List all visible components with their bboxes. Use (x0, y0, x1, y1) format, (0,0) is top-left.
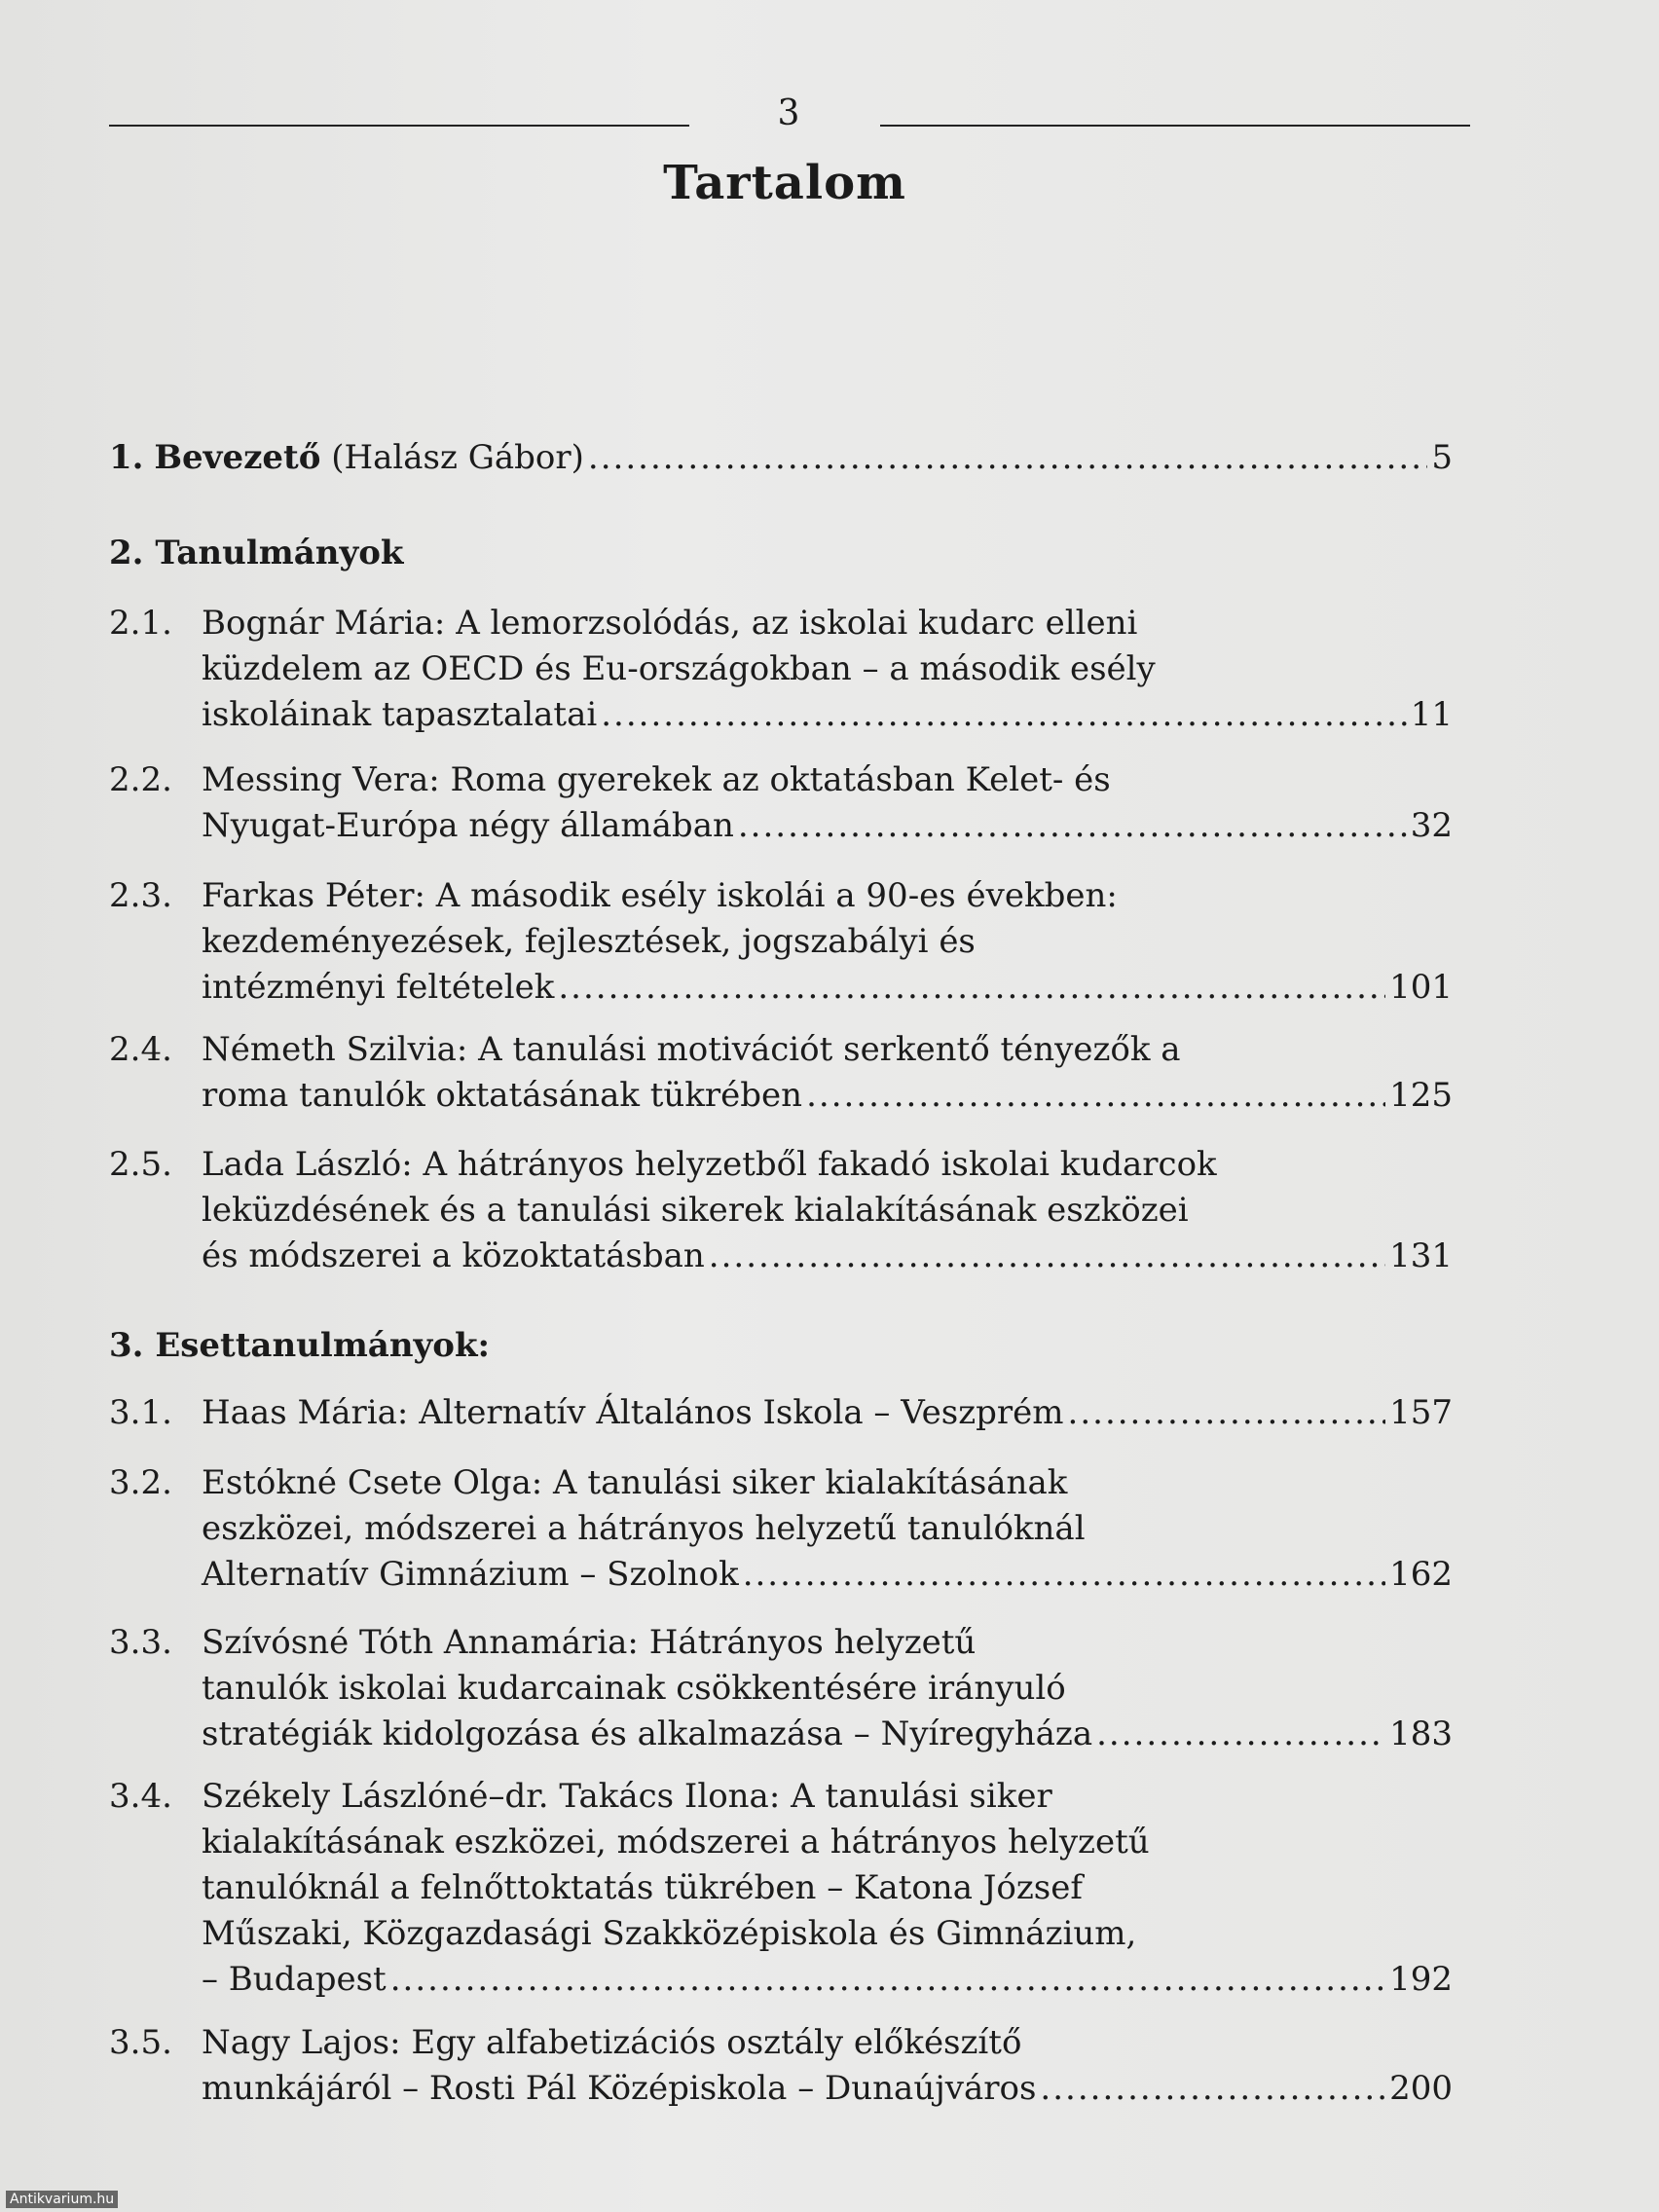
entry-line: Németh Szilvia: A tanulási motivációt serkentő tényezők a (202, 1030, 1181, 1069)
section-heading-tanulmanyok: 2. Tanulmányok (109, 534, 404, 572)
entry-line: – Budapest (202, 1960, 387, 1999)
entry-last-line (202, 1390, 1453, 1436)
toc-entry[interactable] (109, 1774, 1453, 2003)
toc-entry[interactable] (109, 601, 1453, 738)
entry-line: munkájáról – Rosti Pál Középiskola – Dunaújváros (202, 2069, 1037, 2108)
entry-body (202, 1460, 1453, 1598)
entry-last-line (202, 1712, 1453, 1757)
page-number: 3 (777, 93, 800, 133)
leader-dots (601, 692, 1407, 738)
entry-body (202, 1142, 1453, 1279)
entry-number: 2.3. (109, 876, 172, 915)
leader-dots (738, 803, 1407, 849)
leader-dots (806, 1073, 1385, 1119)
leader-dots (1096, 1712, 1385, 1757)
entry-number: 3.5. (109, 2023, 172, 2062)
header-rule-left (109, 125, 689, 127)
entry-page-number: 192 (1389, 1960, 1453, 1999)
entry-line: tanulóknál a felnőttoktatás tükrében – Katona József (202, 1868, 1083, 1907)
entry-line: eszközei, módszerei a hátrányos helyzetű tanulóknál (202, 1509, 1086, 1548)
toc-entry[interactable] (109, 1027, 1453, 1119)
entry-line: és módszerei a közoktatásban (202, 1236, 705, 1275)
entry-page-number: 157 (1389, 1393, 1453, 1432)
toc-entry-intro[interactable] (109, 438, 1453, 477)
entry-last-line (202, 803, 1453, 849)
entry-line: Szívósné Tóth Annamária: Hátrányos helyzetű (202, 1623, 977, 1662)
entry-body (202, 1390, 1453, 1436)
entry-number: 2.5. (109, 1145, 172, 1184)
entry-page-number: 125 (1389, 1076, 1453, 1115)
toc-entry[interactable] (109, 873, 1453, 1011)
entry-line: Székely Lászlóné–dr. Takács Ilona: A tanulási siker (202, 1777, 1052, 1816)
leader-dots (1040, 2066, 1385, 2112)
entry-line: Lada László: A hátrányos helyzetből fakadó iskolai kudarcok (202, 1145, 1217, 1184)
entry-page-number: 131 (1389, 1236, 1453, 1275)
entry-last-line (202, 692, 1453, 738)
entry-line: Nagy Lajos: Egy alfabetizációs osztály előkészítő (202, 2023, 1022, 2062)
leader-dots (709, 1234, 1385, 1279)
leader-dots (558, 965, 1385, 1011)
entry-page-number: 101 (1389, 968, 1453, 1007)
entry-number: 3.3. (109, 1623, 172, 1662)
leader-dots (743, 1552, 1385, 1598)
entry-body (202, 601, 1453, 738)
section-heading-esettanulmanyok: 3. Esettanulmányok: (109, 1326, 491, 1365)
entry-line: Messing Vera: Roma gyerekek az oktatásban Kelet- és (202, 760, 1111, 799)
entry-line: Haas Mária: Alternatív Általános Iskola – Veszprém (202, 1393, 1064, 1432)
entry-number: 2.4. (109, 1030, 172, 1069)
toc-entry[interactable] (109, 1460, 1453, 1598)
intro-page: 5 (1431, 438, 1453, 477)
entry-line: Nyugat-Európa négy államában (202, 806, 734, 845)
entry-line: Estókné Csete Olga: A tanulási siker kialakításának (202, 1463, 1068, 1502)
entry-page-number: 200 (1389, 2069, 1453, 2108)
entry-number: 3.4. (109, 1777, 172, 1816)
entry-last-line (202, 1552, 1453, 1598)
intro-label: Bevezető (154, 438, 321, 477)
entry-number: 3.1. (109, 1393, 172, 1432)
entry-line: intézményi feltételek (202, 968, 555, 1007)
entry-body (202, 1620, 1453, 1757)
watermark: Antikvarium.hu (6, 2191, 118, 2208)
entry-line: Bognár Mária: A lemorzsolódás, az iskolai kudarc elleni (202, 604, 1138, 643)
entry-page-number: 32 (1410, 806, 1453, 845)
entry-line: Alternatív Gimnázium – Szolnok (202, 1555, 739, 1594)
entry-page-number: 162 (1389, 1555, 1453, 1594)
entry-line: stratégiák kidolgozása és alkalmazása – Nyíregyháza (202, 1714, 1093, 1753)
entry-last-line (202, 1234, 1453, 1279)
entry-line: kezdeményezések, fejlesztések, jogszabályi és (202, 922, 976, 961)
page-title: Tartalom (663, 156, 906, 210)
toc-entry[interactable] (109, 1390, 1453, 1436)
toc-entry[interactable] (109, 1620, 1453, 1757)
intro-number: 1. (109, 438, 144, 477)
entry-line: Farkas Péter: A második esély iskolái a 90-es években: (202, 876, 1118, 915)
entry-page-number: 11 (1410, 695, 1453, 734)
toc-entry[interactable] (109, 1142, 1453, 1279)
entry-line: tanulók iskolai kudarcainak csökkentésére irányuló (202, 1669, 1066, 1708)
entry-page-number: 183 (1389, 1714, 1453, 1753)
entry-line: Műszaki, Közgazdasági Szakközépiskola és Gimnázium, (202, 1914, 1137, 1953)
leader-dots (1068, 1390, 1386, 1436)
entry-body (202, 2020, 1453, 2112)
entry-line: iskoláinak tapasztalatai (202, 695, 598, 734)
entry-line: leküzdésének és a tanulási sikerek kialakításának eszközei (202, 1191, 1189, 1230)
intro-author: (Halász Gábor) (331, 438, 584, 477)
entry-body (202, 1027, 1453, 1119)
entry-number: 3.2. (109, 1463, 172, 1502)
entry-last-line (202, 1073, 1453, 1119)
entry-body (202, 873, 1453, 1011)
entry-last-line (202, 1957, 1453, 2003)
leader-dots (390, 1957, 1385, 2003)
entry-last-line (202, 2066, 1453, 2112)
header-rule-right (880, 125, 1470, 127)
toc-entry[interactable] (109, 757, 1453, 849)
entry-last-line (202, 965, 1453, 1011)
entry-number: 2.2. (109, 760, 172, 799)
toc-entry[interactable] (109, 2020, 1453, 2112)
leader-dots (588, 438, 1427, 477)
entry-body (202, 757, 1453, 849)
entry-line: kialakításának eszközei, módszerei a hátrányos helyzetű (202, 1823, 1150, 1862)
entry-line: küzdelem az OECD és Eu-országokban – a második esély (202, 649, 1156, 688)
entry-line: roma tanulók oktatásának tükrében (202, 1076, 803, 1115)
entry-number: 2.1. (109, 604, 172, 643)
entry-body (202, 1774, 1453, 2003)
